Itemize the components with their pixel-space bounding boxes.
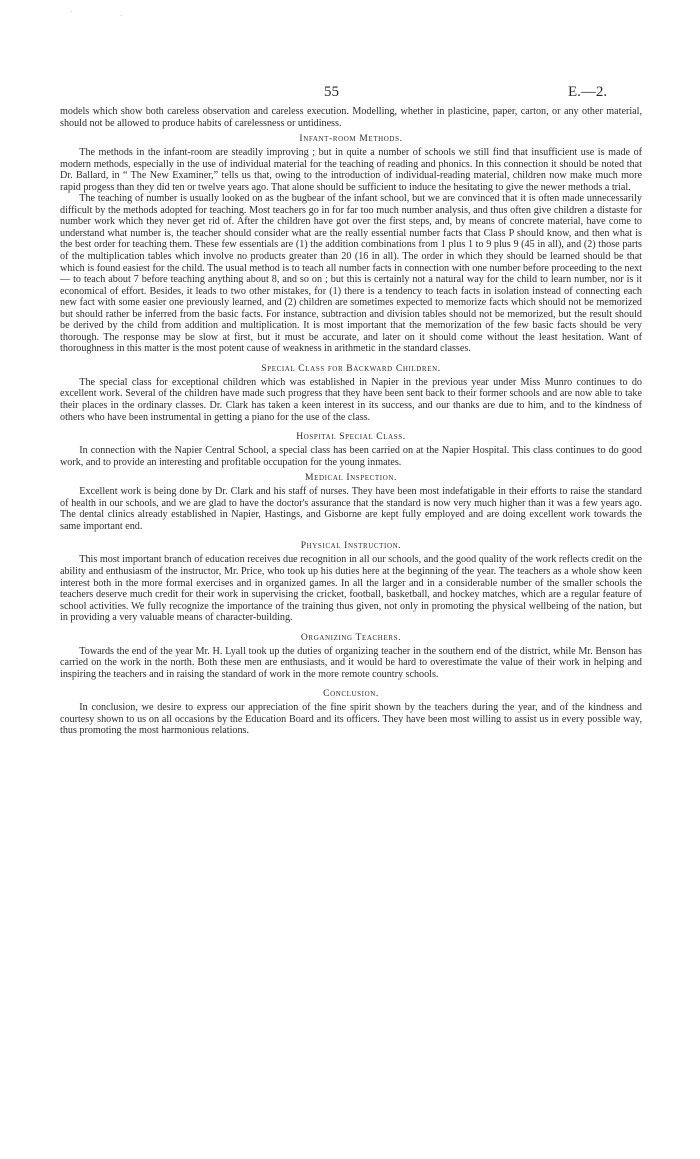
page-header: [0, 84, 700, 104]
paragraph: The special class for exceptional children which was established in Napier in the previous year under Miss Munro continues to do excellent work. Several of the children have made such progress that they have been sent back to their former schools and are now able to take their places in the ordinary classes. Dr. Clark has taken a keen interest in its success, and our thanks are due to him, and to the kindness of others who have been instrumental in getting a piano for the use of the class.: [60, 376, 642, 423]
paragraph: The teaching of number is usually looked on as the bugbear of the infant school, but we are convinced that it is often made unnecessarily difficult by the methods adopted for teaching. Most teachers go in for far too much number analysis, and thus often give children a distaste for number work which they never get rid of. After the children have got over the first steps, and, by means of concrete material, have come to understand what number is, the teacher should consider what are the really essential number facts that Class P should know, and then what is the best order for teaching them. These few essentials are (1) the addition combinations from 1 plus 1 to 9 plus 9 (45 in all), and (2) those parts of the multiplication tables which involve no products greater than 20 (16 in all). The order in which they should be learned should be that which is found easiest for the child. The usual method is to teach all number facts in connection with one number before proceeding to the next— to teach about 7 before teaching anything about 8, and so on ; but this is certainly not a natural way for the child to learn number, nor is it economical of effort. Besides, it leads to two other mistakes, for (1) there is a tendency to teach facts in isolation instead of connecting each new fact with some easier one previously learned, and (2) children are sometimes expected to memorize facts which should not be memorized but should rather be inferred from the basic facts. For instance, subtraction and division tables should not be memorized, but the result should be derived by the child from addition and multiplication. It is most important that the memorization of the few basic facts should be very thorough. The response may be slow at first, but it must be accurate, and later on it should come without the least hesitation. Want of thoroughness in this matter is the most potent cause of weakness in arithmetic in the standard classes.: [60, 193, 642, 355]
paragraph: This most important branch of education receives due recognition in all our schools, and the good quality of the work reflects credit on the ability and enthusiasm of the instructor, Mr. Price, who took up his duties here at the beginning of the year. The teachers as a whole show keen interest both in the more formal exercises and in organized games. In all the larger and in a considerable number of the smaller schools the teachers deserve much credit for their work in supervising the cricket, football, basketball, and hockey matches, which are a regular feature of school activities. We fully recognize the importance of the training thus given, not only in promoting the physical wellbeing of the nation, but in providing a very valuable means of character-building.: [60, 554, 642, 624]
document-body: [60, 106, 642, 737]
paragraph: The methods in the infant-room are steadily improving ; but in quite a number of schools we still find that insufficient use is made of modern methods, especially in the use of individual material for the teaching of reading and phonics. In this connection it should be noted that Dr. Ballard, in “ The New Examiner,” tells us that, owing to the introduction of individual-reading material, children now make much more rapid progess than they did ten or twelve years ago. That alone should be sufficient to induce the hesitating to give the newer methods a trial.: [60, 147, 642, 193]
paragraph: models which show both careless observation and careless execution. Modelling, whether in plasticine, paper, carton, or any other material, should not be allowed to produce habits of carelessness or untidiness.: [60, 106, 642, 129]
scan-speck: ·: [120, 12, 123, 20]
series-code: E.—2.: [568, 84, 608, 100]
section-heading-physical-instruction: Physical Instruction.: [300, 540, 402, 552]
section-heading-conclusion: Conclusion.: [323, 688, 379, 700]
paragraph: In conclusion, we desire to express our appreciation of the fine spirit shown by the teachers during the year, and of the kindness and courtesy shown to us on all occasions by the Education Board and its officers. They have been most willing to assist us in every possible way, thus promoting the most harmonious relations.: [60, 702, 642, 737]
scan-speck: ·: [70, 8, 73, 16]
page-number: 55: [324, 84, 339, 100]
paragraph: Towards the end of the year Mr. H. Lyall took up the duties of organizing teacher in the southern end of the district, while Mr. Benson has carried on the work in the north. Both these men are enthusiasts, and it would be hard to overestimate the value of their work in helping and inspiring the teachers and in raising the standard of work in the more remote country schools.: [60, 645, 642, 680]
paragraph: Excellent work is being done by Dr. Clark and his staff of nurses. They have been most indefatigable in their efforts to raise the standard of health in our schools, and we are glad to have the doctor's assurance that the standard is now very much higher than it was a few years ago. The dental clinics already established in Napier, Hastings, and Gisborne are kept fully employed and are doing excellent work towards the same important end.: [60, 486, 642, 532]
section-heading-infant-room-methods: Infant-room Methods.: [299, 133, 403, 145]
section-heading-medical-inspection: Medical Inspection.: [304, 472, 398, 484]
paragraph: In connection with the Napier Central School, a special class has been carried on at the Napier Hospital. This class continues to do good work, and to provide an interesting and profitable occupation for the young inmates.: [60, 445, 642, 468]
section-heading-hospital-special-class: Hospital Special Class.: [296, 431, 406, 443]
section-heading-organizing-teachers: Organizing Teachers.: [300, 631, 402, 643]
section-heading-special-class: Special Class for Backward Children.: [261, 362, 441, 374]
